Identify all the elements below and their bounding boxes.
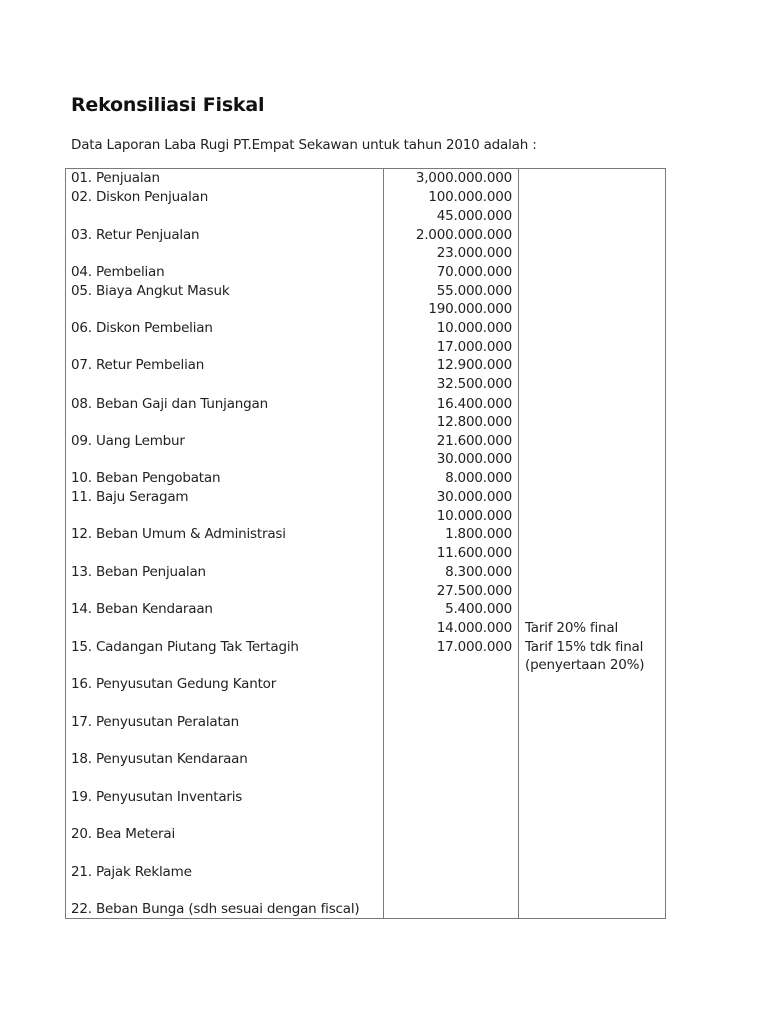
amount-value: 1.800.000 (445, 526, 512, 542)
account-label: 01. Penjualan (71, 170, 160, 186)
account-label: 04. Pembelian (71, 264, 165, 280)
income-statement-table (65, 168, 666, 919)
amount-value: 12.900.000 (436, 357, 512, 373)
amount-value: 70.000.000 (436, 264, 512, 280)
amount-value: 21.600.000 (436, 433, 512, 449)
amount-value: 27.500.000 (436, 583, 512, 599)
amount-value: 10.000.000 (436, 508, 512, 524)
amount-value: 30.000.000 (436, 451, 512, 467)
column-divider-1 (383, 168, 384, 919)
amount-value: 3,000.000.000 (415, 170, 512, 186)
account-label: 03. Retur Penjualan (71, 227, 200, 243)
amount-value: 11.600.000 (436, 545, 512, 561)
account-label: 05. Biaya Angkut Masuk (71, 283, 230, 299)
amount-value: 12.800.000 (436, 414, 512, 430)
amount-value: 14.000.000 (436, 620, 512, 636)
account-label: 15. Cadangan Piutang Tak Tertagih (71, 639, 299, 655)
account-label: 20. Bea Meterai (71, 826, 176, 842)
amount-value: 8.300.000 (445, 564, 512, 580)
account-label: 17. Penyusutan Peralatan (71, 714, 239, 730)
account-label: 10. Beban Pengobatan (71, 470, 221, 486)
amount-value: 17.000.000 (436, 639, 512, 655)
amount-value: 55.000.000 (436, 283, 512, 299)
amount-value: 10.000.000 (436, 320, 512, 336)
account-label: 07. Retur Pembelian (71, 357, 205, 373)
amount-value: 30.000.000 (436, 489, 512, 505)
amount-value: 8.000.000 (445, 470, 512, 486)
amount-value: 32.500.000 (436, 376, 512, 392)
tax-note: Tarif 15% tdk final (525, 639, 644, 655)
amount-value: 5.400.000 (445, 601, 512, 617)
account-label: 12. Beban Umum & Administrasi (71, 526, 286, 542)
account-label: 09. Uang Lembur (71, 433, 185, 449)
amount-value: 2.000.000.000 (415, 227, 512, 243)
account-label: 19. Penyusutan Inventaris (71, 789, 243, 805)
document-title: Rekonsiliasi Fiskal (71, 94, 265, 116)
account-label: 08. Beban Gaji dan Tunjangan (71, 396, 268, 412)
account-label: 02. Diskon Penjualan (71, 189, 209, 205)
account-label: 06. Diskon Pembelian (71, 320, 213, 336)
tax-note: Tarif 20% final (525, 620, 619, 636)
amount-value: 17.000.000 (436, 339, 512, 355)
amount-value: 100.000.000 (428, 189, 512, 205)
account-label: 16. Penyusutan Gedung Kantor (71, 676, 277, 692)
amount-value: 16.400.000 (436, 396, 512, 412)
amount-value: 45.000.000 (436, 208, 512, 224)
column-divider-2 (518, 168, 519, 919)
account-label: 21. Pajak Reklame (71, 864, 192, 880)
amount-value: 23.000.000 (436, 245, 512, 261)
account-label: 14. Beban Kendaraan (71, 601, 213, 617)
intro-text: Data Laporan Laba Rugi PT.Empat Sekawan untuk tahun 2010 adalah : (71, 137, 537, 153)
amount-value: 190.000.000 (428, 301, 512, 317)
account-label: 11. Baju Seragam (71, 489, 189, 505)
account-label: 18. Penyusutan Kendaraan (71, 751, 248, 767)
account-label: 13. Beban Penjualan (71, 564, 206, 580)
account-label: 22. Beban Bunga (sdh sesuai dengan fiscal) (71, 901, 360, 917)
tax-note: (penyertaan 20%) (525, 657, 645, 673)
